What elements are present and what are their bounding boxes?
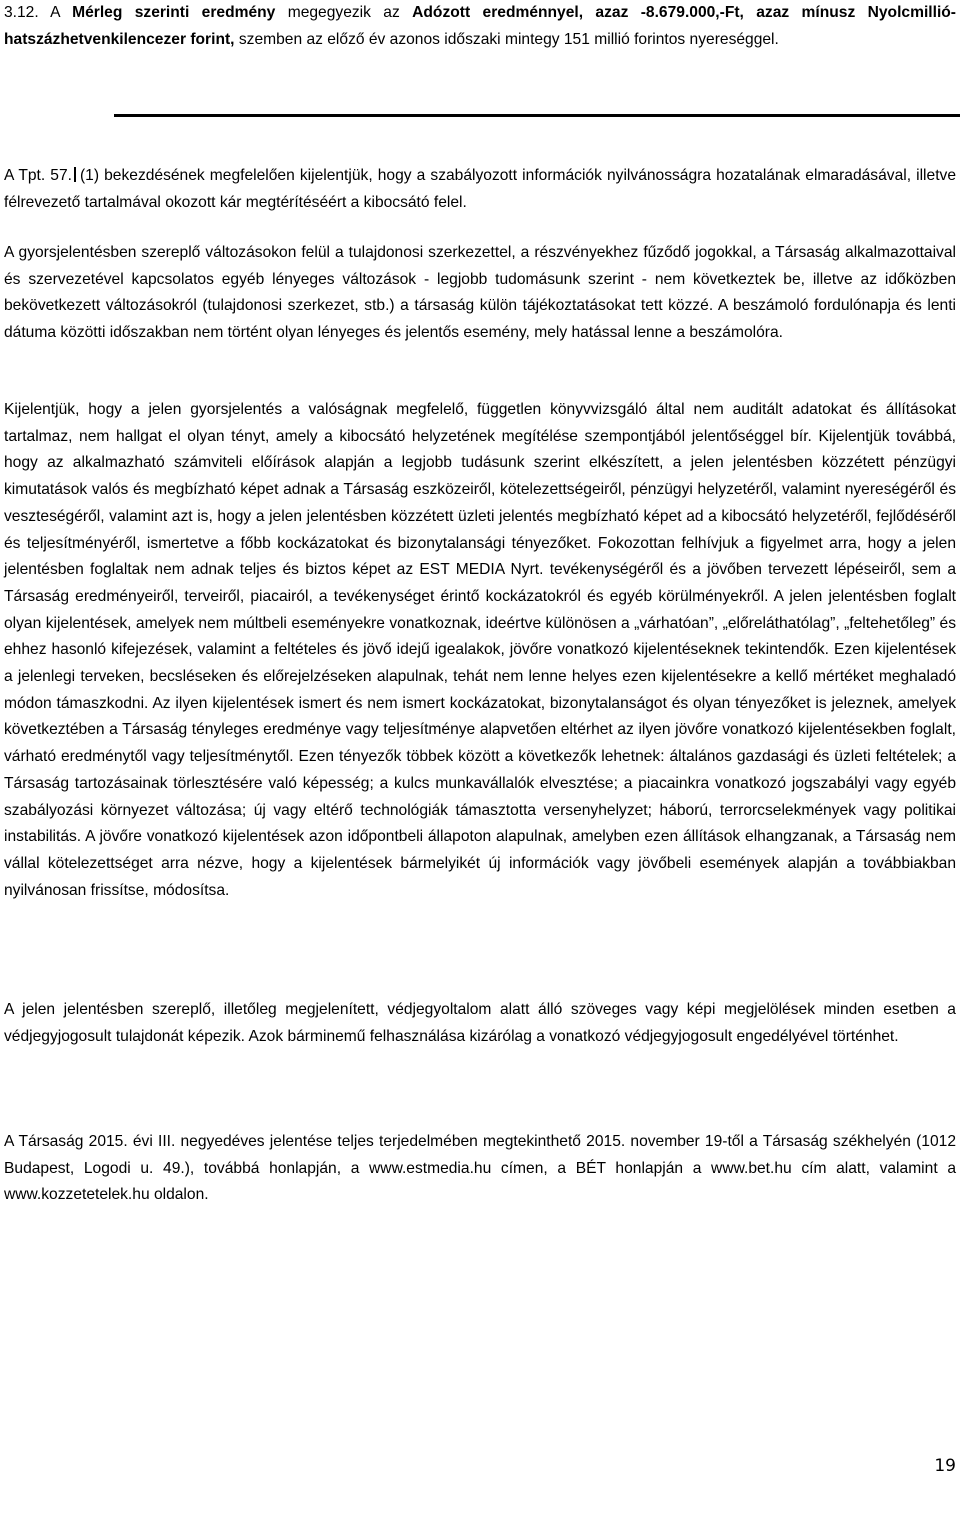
intro-text-1: megegyezik az (275, 4, 413, 21)
tpt-declaration-paragraph (4, 163, 956, 216)
intro-text-2: szemben az előző év azonos időszaki mintegy 151 millió forintos nyereséggel. (234, 30, 779, 48)
section-mark (74, 167, 76, 182)
section-number-text: 3.12. A (4, 4, 73, 21)
trademark-paragraph: A jelen jelentésben szereplő, illetőleg megjelenített, védjegyoltalom alatt álló szöveges vagy képi megjelölések minden esetben a védjegyjogosult tulajdonát képezik. Azok bárminemű felhasználása kizárólag a vonatkozó védjegyjogosult engedélyével történhet. (4, 1001, 956, 1045)
quick-report-paragraph: A gyorsjelentésben szereplő változásokon felül a tulajdonosi szerkezettel, a részvényekhez fűződő jogokkal, a Társaság alkalmazottaival és szervezetével kapcsolatos egyéb lényeges változások - legjobb tudomásunk szerint - nem következtek be, illetve az időközben bekövetkezett változásokról (tulajdonosi szerkezet, stb.) a társaság külön tájékoztatásokat tett közzé. A beszámoló fordulónapja és lenti dátuma közötti időszakban nem történt olyan lényeges és jelentős esemény, mely hatással lenne a beszámolóra. (4, 244, 956, 342)
tpt-text: (1) bekezdésének megfelelően kijelentjük, hogy a szabályozott információk nyilvánosságra hozatalának elmaradásával, illetve félrevezető tartalmával okozott kár megtérítéséért a kibocsátó felel. (4, 167, 956, 211)
declaration-paragraph: Kijelentjük, hogy a jelen gyorsjelentés a valóságnak megfelelő, független könyvvizsgáló által nem auditált adatokat és állításokat tartalmaz, nem hallgat el olyan tényt, amely a kibocsátó helyzetének megítélése szempontjából jelentőséggel bír. Kijelentjük továbbá, hogy az alkalmazható számviteli előírások alapján a legjobb tudásunk szerint elkészített, a jelen jelentésben közzétett pénzügyi kimutatások valós és megbízható képet adnak a Társaság eszközeiről, kötelezettségeiről, pénzügyi helyzetéről, valamint nyereségéről és veszteségéről, valamint azt is, hogy a jelen jelentésben közzétett üzleti jelentés megbízható képet ad a kibocsátó helyzetéről, fejlődéséről és teljesítményéről, ismertetve a főbb kockázatokat és bizonytalansági tényezőket. Fokozottan felhívjuk a figyelmet arra, hogy a jelen jelentésben foglaltak nem adnak teljes és biztos képet az EST MEDIA Nyrt. tevékenységéről és a jövőben tervezett lépéseiről, sem a Társaság eredményeiről, terveiről, piacairól, a tevékenységet érintő kockázatokról és egyéb körülményekről. A jelen jelentésben foglalt olyan kijelentések, amelyek nem múltbeli eseményekre vonatkoznak, ideértve különösen a „várhatóan”, „előreláthatólag”, „feltehetőleg” és ehhez hasonló kifejezések, valamint a feltételes és jövő idejű igealakok, jövőre vonatkozó kijelentéseknek tekintendők. Ezen kijelentések a jelenlegi terveken, becsléseken és előrejelzéseken alapulnak, tehát nem lenne helyes ezen kijelentésekre a kellő mértéket meghaladó módon támaszkodni. Az ilyen kijelentések ismert és nem ismert kockázatokat, bizonytalanságot és olyan tényezőket is jeleznek, amelyek következtében a Társaság tényleges eredménye vagy teljesítménye alapvetően eltérhet az ilyen jövőre vonatkozó kijelentésekben foglalt, várható eredménytől vagy teljesítménytől. Ezen tényezők többek között a következők lehetnek: általános gazdasági és üzleti feltételek; a Társaság tartozásainak törlesztésére való képesség; a kulcs munkavállalók elvesztése; a piacainkra vonatkozó jogszabályi vagy egyéb szabályozási környezet változása; új vagy eltérő technológiák támasztotta versenyhelyzet; háború, terrorcselekmények vagy politikai instabilitás. A jövőre vonatkozó kijelentések azon időpontbeli állapoton alapulnak, amelyben ezen állítások elhangzanak, a Társaság nem vállal kötelezettséget arra nézve, hogy a kijelentések bármelyikét új információk vagy jövőbeli események alapján a továbbiakban nyilvánosan frissítse, módosítsa. (4, 401, 956, 899)
availability-paragraph: A Társaság 2015. évi III. negyedéves jelentése teljes terjedelmében megtekinthető 2015. november 19-től a Társaság székhelyén (1012 Budapest, Logodi u. 49.), továbbá honlapján, a www.estmedia.hu címen, a BÉT honlapján a www.bet.hu cím alatt, valamint a www.kozzetetelek.hu oldalon. (4, 1133, 956, 1204)
taxed-result-amount: Adózott eredménnyel, azaz -8.679.000,-Ft, azaz mínusz Nyolcmillió-hatszázhetvenkilencezer forint, (4, 4, 956, 48)
result-paragraph (4, 0, 956, 53)
tpt-reference: A Tpt. 57. (4, 167, 72, 184)
horizontal-divider (114, 114, 960, 117)
balance-result-term: Mérleg szerinti eredmény (72, 4, 276, 21)
page-number: 19 (934, 1456, 956, 1476)
